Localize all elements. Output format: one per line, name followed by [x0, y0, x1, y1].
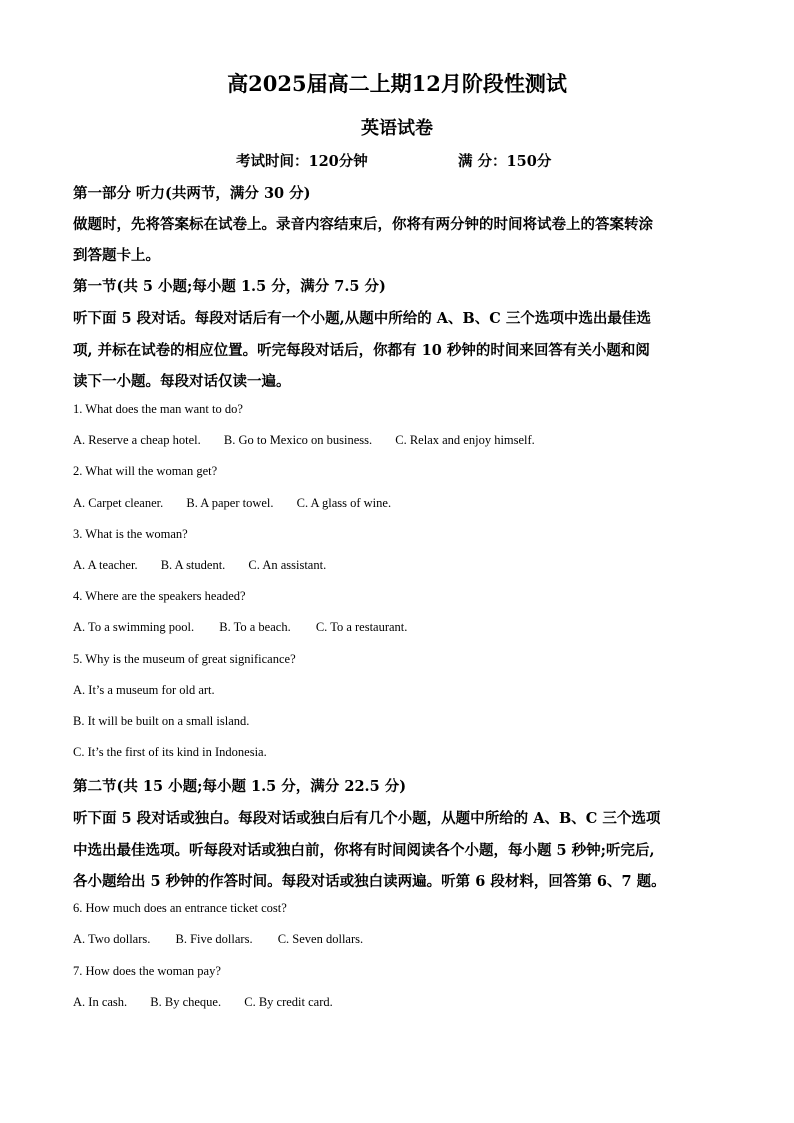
option-a: A. Reserve a cheap hotel.	[73, 433, 201, 447]
option-a: A. Two dollars.	[73, 932, 151, 946]
option-c: C. Seven dollars.	[277, 932, 364, 946]
option-a: A. Carpet cleaner.	[73, 496, 164, 510]
exam-title: 高2025届高二上期12月阶段性测试	[227, 71, 567, 96]
option-c: C. Relax and enjoy himself.	[395, 433, 535, 447]
option-c: C. An assistant.	[248, 558, 327, 572]
option-b: B. A student.	[160, 558, 226, 572]
question-stem: 4. Where are the speakers headed?	[73, 589, 246, 603]
question-stem: 3. What is the woman?	[73, 527, 188, 541]
option-b: B. Go to Mexico on business.	[223, 433, 373, 447]
option-b: B. To a beach.	[219, 620, 291, 634]
section2-heading: 第二节(共 15 小题;每小题 1.5 分，满分 22.5 分)	[73, 778, 407, 795]
option-a: A. It’s a museum for old art.	[73, 683, 215, 697]
option-c: C. By credit card.	[244, 995, 333, 1009]
question-options	[73, 558, 326, 573]
question-stem: 2. What will the woman get?	[73, 464, 218, 478]
part1-instruction-line: 做题时，先将答案标在试卷上。录音内容结束后，你将有两分钟的时间将试卷上的答案转涂	[73, 216, 653, 233]
part1-heading: 第一部分 听力(共两节，满分 30 分)	[73, 185, 311, 202]
option-c: C. It’s the first of its kind in Indonesia.	[73, 745, 267, 759]
question-stem: 1. What does the man want to do?	[73, 402, 243, 416]
section1-heading: 第一节(共 5 小题;每小题 1.5 分，满分 7.5 分)	[73, 278, 386, 295]
full-score: 满 分：150分	[458, 153, 552, 170]
option-b: B. Five dollars.	[175, 932, 253, 946]
question-options	[73, 433, 535, 448]
option-c: C. To a restaurant.	[315, 620, 408, 634]
section2-instruction-line: 中选出最佳选项。听每段对话或独白前，你将有时间阅读各个小题，每小题 5 秒钟;听完后,	[73, 842, 655, 859]
section1-instruction-line: 听下面 5 段对话。每段对话后有一个小题,从题中所给的 A、B、C 三个选项中选出最佳选	[73, 310, 651, 327]
question-stem: 6. How much does an entrance ticket cost?	[73, 901, 287, 915]
exam-time: 考试时间：120分钟	[236, 153, 368, 170]
option-b: B. By cheque.	[150, 995, 222, 1009]
section1-instruction-line: 读下一小题。每段对话仅读一遍。	[73, 373, 291, 390]
section2-instruction-line: 听下面 5 段对话或独白。每段对话或独白后有几个小题，从题中所给的 A、B、C 三个选项	[73, 810, 661, 827]
option-b: B. It will be built on a small island.	[73, 714, 250, 728]
question-stem: 7. How does the woman pay?	[73, 964, 221, 978]
question-options	[73, 995, 333, 1010]
question-options	[73, 496, 391, 511]
option-a: A. To a swimming pool.	[73, 620, 195, 634]
question-options	[73, 932, 363, 947]
option-a: A. In cash.	[73, 995, 128, 1009]
exam-subtitle: 英语试卷	[361, 118, 433, 139]
part1-instruction-line: 到答题卡上。	[73, 247, 160, 264]
question-stem: 5. Why is the museum of great significance?	[73, 652, 296, 666]
option-b: B. A paper towel.	[186, 496, 274, 510]
section1-instruction-line: 项, 并标在试卷的相应位置。听完每段对话后，你都有 10 秒钟的时间来回答有关小题和阅	[73, 342, 650, 359]
question-options	[73, 620, 407, 635]
option-a: A. A teacher.	[73, 558, 138, 572]
option-c: C. A glass of wine.	[296, 496, 392, 510]
section2-instruction-line: 各小题给出 5 秒钟的作答时间。每段对话或独白读两遍。听第 6 段材料，回答第 6、7 题。	[73, 873, 666, 890]
